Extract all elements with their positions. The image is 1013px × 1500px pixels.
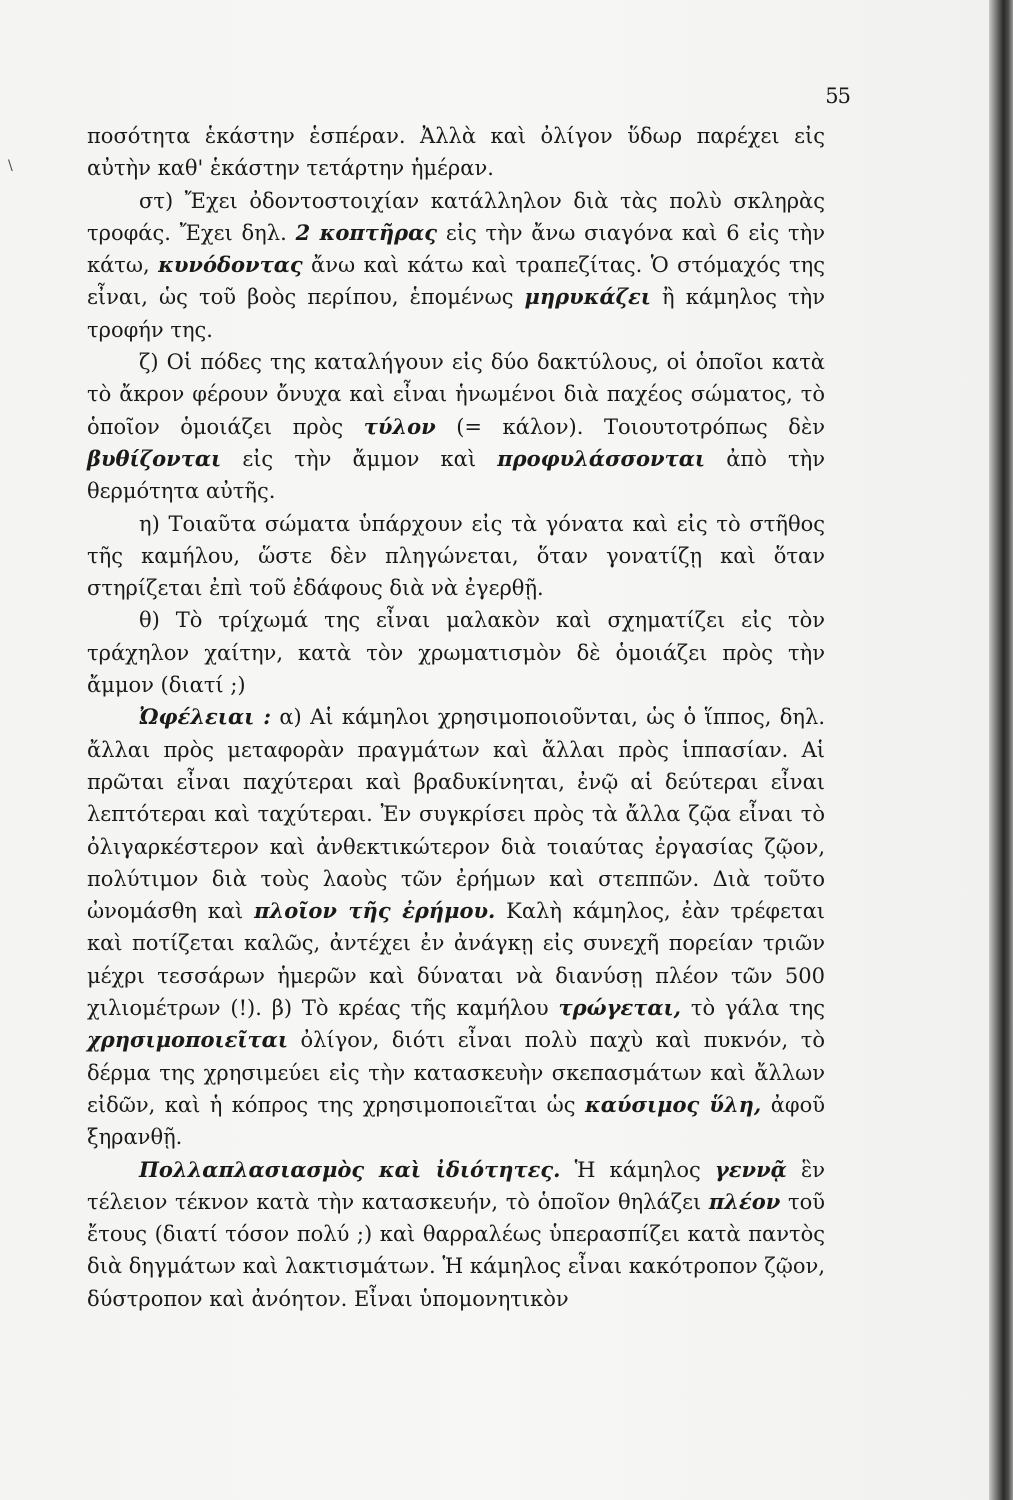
- emphasized-term: τρώγεται,: [558, 995, 681, 1021]
- paragraph-i: [87, 508, 825, 605]
- emphasized-term: καύσιμος ὕλη,: [585, 1091, 762, 1117]
- paragraph-ofeleiai: [87, 701, 825, 1153]
- paragraph-intro: [87, 120, 825, 185]
- text-run: ἀφοῦ ξηρανθῇ.: [87, 1092, 825, 1150]
- text-run: Ἡ κάμηλος: [560, 1157, 715, 1182]
- emphasized-term: μηρυκάζει: [524, 284, 651, 310]
- text-run: ζ) Οἱ πόδες της καταλήγουν εἰς δύο δακτύλους, οἱ ὁποῖοι κατὰ τὸ ἄκρον φέρουν ὄνυχα καὶ εἶναι ἡνωμένοι διὰ παχέος σώματος, τὸ ὁποῖον ὁμοιάζει πρὸς: [87, 350, 825, 439]
- emphasized-term: πλέον: [708, 1188, 781, 1214]
- emphasized-term: βυθίζονται: [87, 445, 222, 471]
- emphasized-term: Πολλαπλασιασμὸς καὶ ἰδιότητες.: [139, 1156, 561, 1182]
- text-run: ἀπὸ τὴν θερμότητα αὐτῆς.: [87, 446, 825, 504]
- text-run: ἄνω καὶ κάτω καὶ τραπεζίτας. Ὁ στόμαχός της εἶναι, ὡς τοῦ βοὸς περίπου, ἑπομένως: [87, 253, 825, 310]
- emphasized-term: γεννᾷ: [714, 1156, 787, 1182]
- text-run: (= κάλον). Τοιουτοτρόπως δὲν: [435, 414, 825, 439]
- text-run: εἰς τὴν ἄνω σιαγόνα καὶ 6 εἰς τὴν κάτω,: [87, 220, 825, 278]
- page-number: 55: [825, 84, 850, 108]
- emphasized-term: πλοῖον τῆς ἐρήμου.: [254, 898, 496, 924]
- emphasized-term: κυνόδοντας: [158, 252, 303, 278]
- emphasized-term: χρησιμοποιεῖται: [87, 1027, 288, 1053]
- emphasized-term: 2 κοπτῆρας: [295, 219, 438, 245]
- body-text: [87, 120, 825, 1315]
- text-run: η) Τοιαῦτα σώματα ὑπάρχουν εἰς τὰ γόνατα καὶ εἰς τὸ στῆθος τῆς καμήλου, ὥστε δὲν πληγώνεται, ὅταν γονατίζῃ καὶ ὅταν στηρίζεται ἐπὶ τοῦ ἐδάφους διὰ νὰ ἐγερθῇ.: [87, 511, 825, 601]
- paragraph-pollaplasiasmos: [87, 1154, 825, 1315]
- paragraph-st: [87, 185, 825, 346]
- text-run: ὀλίγον, διότι εἶναι πολὺ παχὺ καὶ πυκνόν, τὸ δέρμα της χρησιμεύει εἰς τὴν κατασκευὴν σκεπασμάτων καὶ ἄλλων εἰδῶν, καὶ ἡ κόπρος της χρησιμοποιεῖται ὡς: [87, 1028, 825, 1117]
- emphasized-term: τύλον: [363, 413, 436, 439]
- page-binding-edge: [989, 0, 1013, 1500]
- text-run: ἢ κάμηλος τὴν τροφήν της.: [87, 285, 825, 342]
- paragraph-z: [87, 346, 825, 507]
- text-run: Καλὴ κάμηλος, ἐὰν τρέφεται καὶ ποτίζεται καλῶς, ἀντέχει ἐν ἀνάγκῃ εἰς συνεχῆ πορείαν τριῶν μέχρι τεσσάρων ἡμερῶν καὶ δύναται νὰ διανύσῃ πλέον τῶν 500 χιλιομέτρων (!). β) Τὸ κρέας τῆς καμήλου: [87, 899, 826, 1021]
- text-run: ἓν τέλειον τέκνον κατὰ τὴν κατασκευήν, τὸ ὁποῖον θηλάζει: [87, 1157, 825, 1214]
- text-run: στ) Ἔχει ὀδοντοστοιχίαν κατάλληλον διὰ τὰς πολὺ σκληρὰς τροφάς. Ἔχει δηλ.: [87, 188, 825, 245]
- text-run: α) Αἱ κάμηλοι χρησιμοποιοῦνται, ὡς ὁ ἵππος, δηλ. ἄλλαι πρὸς μεταφορὰν πραγμάτων καὶ ἄλλαι πρὸς ἱππασίαν. Αἱ πρῶται εἶναι παχύτεραι καὶ βραδυκίνηται, ἐνῷ αἱ δεύτεραι εἶναι λεπτότεραι καὶ ταχύτεραι. Ἐν συγκρίσει πρὸς τὰ ἄλλα ζῷα εἶναι τὸ ὀλιγαρκέστερον καὶ ἀνθεκτικώτερον διὰ τοιαύτας ἐργασίας ζῷον, πολύτιμον διὰ τοὺς λαοὺς τῶν ἐρήμων καὶ στεππῶν. Διὰ τοῦτο ὠνομάσθη καὶ: [87, 705, 825, 924]
- text-run: τὸ γάλα της: [680, 996, 825, 1021]
- margin-mark: \: [8, 158, 13, 174]
- text-run: ποσότητα ἑκάστην ἑσπέραν. Ἀλλὰ καὶ ὀλίγον ὕδωρ παρέχει εἰς αὐτὴν καθ' ἑκάστην τετάρτην ἡμέραν.: [87, 124, 825, 181]
- emphasized-term: Ὠφέλειαι :: [139, 704, 272, 730]
- emphasized-term: προφυλάσσονται: [497, 445, 706, 471]
- paragraph-th: [87, 604, 825, 701]
- text-run: τοῦ ἔτους (διατί τόσον πολύ ;) καὶ θαρραλέως ὑπερασπίζει κατὰ παντὸς διὰ δηγμάτων καὶ λακτισμάτων. Ἡ κάμηλος εἶναι κακότροπον ζῷον, δύστροπον καὶ ἀνόητον. Εἶναι ὑπομονητικὸν: [87, 1189, 825, 1311]
- text-run: θ) Τὸ τρίχωμά της εἶναι μαλακὸν καὶ σχηματίζει εἰς τὸν τράχηλον χαίτην, κατὰ τὸν χρωματισμὸν δὲ ὁμοιάζει πρὸς τὴν ἄμμον (διατί ;): [87, 608, 825, 698]
- text-run: εἰς τὴν ἄμμον καὶ: [221, 446, 498, 471]
